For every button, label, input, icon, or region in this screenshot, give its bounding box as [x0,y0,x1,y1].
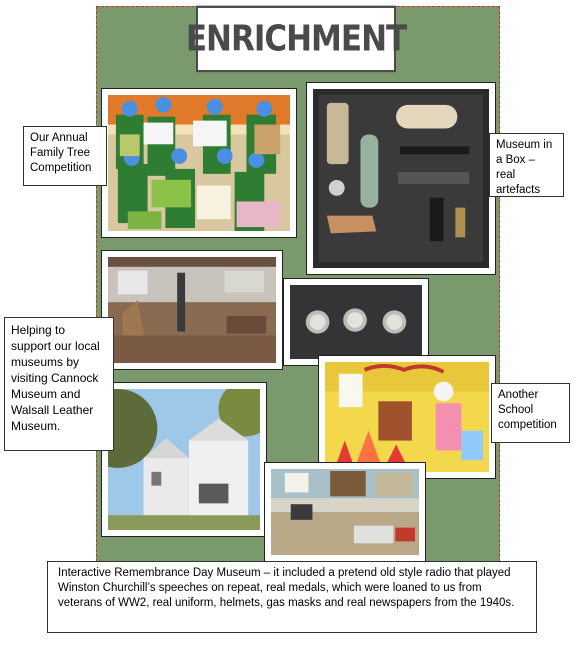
remembrance-photo [264,462,426,562]
poster-photo [318,355,496,479]
family-tree-caption: Our Annual Family Tree Competition [23,126,107,186]
museum-exterior-photo [101,382,267,537]
museum-interior-photo [101,250,283,370]
local-museums-caption: Helping to support our local museums by visiting Cannock Museum and Walsall Leather Museum. [4,317,114,451]
museum-box-caption: Museum in a Box – real artefacts [489,133,564,197]
coins-photo [283,278,429,366]
family-tree-photo [101,88,297,238]
museum-box-photo [306,82,496,275]
school-competition-caption: Another School competition [491,383,570,443]
page-title: ENRICHMENT [196,6,396,73]
remembrance-caption: Interactive Remembrance Day Museum – it included a pretend old style radio that played Winston Churchill’s speeches on repeat, real medals, which were loaned to us from veterans of WW2, real uniform, helmets, gas masks and real newspapers from the 1940s. [47,561,537,633]
